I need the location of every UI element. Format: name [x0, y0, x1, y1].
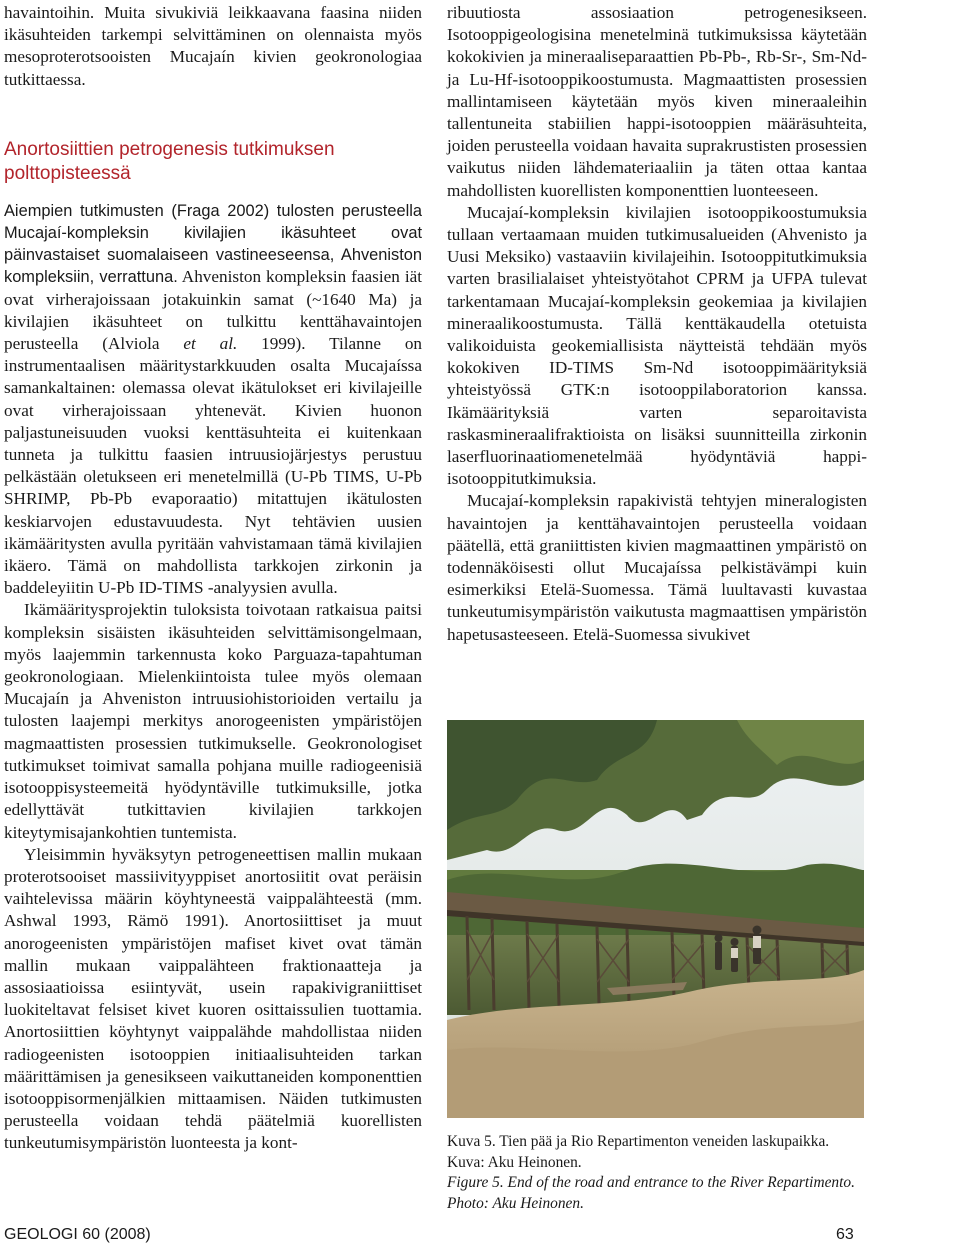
footer-journal: GEOLOGI 60 (2008): [4, 1226, 151, 1243]
intro-sans-text: Aiempien tutkimusten (Fraga 2002) tulosten perusteella Mucajaí-kompleksin kivilajien ikäsuhteet ovat päinvastaiset suomalaiseen vastineeseensa, Ahveniston kompleksiin, verrattuna.: [4, 201, 422, 287]
paragraph-rapakivi: Mucajaí-kompleksin rapakivistä tehtyjen mineralogisten havaintojen ja kenttähavaintojen perusteella voidaan päätellä, että graniittisten kivien magmaattinen ympäristö on todennäköisesti ollut Mucajaíssa pelkistävämpi kuin esimerkiksi Etelä-Suomessa. Tämä luultavasti kuvastaa tunkeutumisympäristön vaikutusta magmaattisen ympäristön hapetusasteeseen. Etelä-Suomessa sivukivet: [447, 491, 867, 644]
intro-text-b: 1999). Tilanne on instrumentaalisen määritystarkkuuden osalta Mucajaíssa samankaltainen: olemassa olevat ikätulokset eri kivilajeille ovat virherajoissaan yhtenevät. Kivien huonon paljastuneisuuden vuoksi kenttäsuhteita ei kuitenkaan tunneta ja tulkittu faasien intruusiojärjestys perustuu pelkästään oletukseen eri menetelmillä (U-Pb TIMS, U-Pb SHRIMP, Pb-Pb evaporaatio) mitattujen ikätulosten keskiarvojen edustavuudesta. Nyt tehtävien uusien ikämääritysten avulla pyritään vahvistamaan tämä kivilajien ikäero. Tämä on mahdollista tarkkojen zirkonin ja baddeleyiitin U-Pb ID-TIMS -analyysien avulla.: [4, 334, 423, 598]
et-al: et al.: [183, 334, 238, 354]
caption-finnish: Kuva 5. Tien pää ja Rio Repartimenton veneiden laskupaikka. Kuva: Aku Heinonen.: [447, 1133, 830, 1171]
paragraph-isotooppi: Mucajaí-kompleksin kivilajien isotooppikoostumuksia tullaan vertaamaan muiden tutkimusalueiden (Ahvenisto ja Uusi Meksiko) vastaaviin kivilajeihin. Isotooppitutkimuksia varten brasilialaiset yhteistyötahot CPRM ja UFPA tulevat tarkentamaan Mucajaí-kompleksin geokemiaa ja kivilajien mineraalikoostumusta. Tällä kenttäkaudella otetuista valikoiduista geokemiallisista näytteistä tehdään myös kokokiven ID-TIMS Sm-Nd isotooppimäärityksiä yhteistyössä GTK:n isotooppilaboratorion kanssa. Ikämäärityksiä varten separoitavista raskasmineraalifraktioista on lisäksi suunnitteilla zirkonin laserfluorinaatiomenetelmää hyödyntäviä happi-isotooppitutkimuksia.: [447, 202, 867, 489]
paragraph-continuation: havaintoihin. Muita sivukiviä leikkaavana faasina niiden ikäsuhteiden tarkempi selvittäminen on olennaista myös mesoproterotsooisten Mucajaín kivien geokronologiaa tutkittaessa.: [4, 3, 422, 89]
left-column: [4, 0, 422, 1155]
paragraph-petrogeneettinen: Yleisimmin hyväksytyn petrogeneettisen mallin mukaan proterotsooiset massiivityyppiset anortosiitit ovat peräisin vaihtelevissa määrin köyhtyneestä vaippalähteestä (mm. Ashwal 1993, Rämö 1991). Anortosiittiset ja muut anorogeenisten ympäristöjen mafiset kivet ovat tämän mallin mukaan vaippalähteen fraktionaatteja ja assosiaatioissa esiintyvät, usein rapakivigraniittiset luokiteltavat felsiset kivet kuoren osittaissulien tuottamia. Anortosiittien köyhtynyt vaippalähde mahdollistaa niiden radiogeenisten isotooppien initiaalisuhteiden tarkan määrittämisen ja genesikseen vaikuttaneiden komponenttien isotooppisormenjälkien mittaamisen. Näiden tutkimusten perusteella voidaan tehdä päätelmiä kuorellisten tunkeutumisympäristön luonteesta ja kont-: [4, 844, 422, 1153]
caption-english: [447, 1173, 867, 1214]
intro-text-a: Ahveniston kompleksin faasien iät ovat virherajoissaan jotakuinkin samat (~1640 Ma) ja kivilajien ikäsuhteet on tulkittu kenttähavaintojen perusteella (Alviola: [4, 267, 422, 354]
right-column: [447, 0, 867, 646]
paragraph-ikamaaritys: Ikämääritysprojektin tuloksista toivotaan ratkaisua paitsi kompleksin sisäisten ikäsuhteiden selvittämisongelmaan, myös laajemmin tarkennusta koko Parguaza-tapahtuman geokronologiaan. Mielenkiintoista tulee myös olemaan Mucajaín ja Ahveniston intruusiohistorioiden vertailu ja tulosten laajempi merkitys anorogeenisten ympäristöjen magmaattisten prosessien tutkimukselle. Geokronologiset tutkimukset toimivat samalla pohjana muille radiogeenisiä isotooppisysteemeitä hyödyntäville tutkimuksille, jotka edellyttävät tutkittavien kivilajien tarkkojen kiteytymisajankohtien tuntemista.: [4, 600, 422, 842]
figure-photo-bridge: [447, 720, 864, 1118]
figure-caption: [447, 1132, 867, 1214]
caption-english-text: Figure 5. End of the road and entrance to the River Repartimento. Photo: Aku Heinonen.: [447, 1174, 855, 1212]
bridge-photo-image: [447, 720, 864, 1118]
paragraph-intro: [4, 200, 422, 600]
paragraph-continuation-right: ribuutiosta assosiaation petrogenesikseen. Isotooppigeologisina menetelminä tutkimuksissa käytetään kokokivien ja mineraaliseparaattien Pb-Pb-, Rb-Sr-, Sm-Nd- ja Lu-Hf-isotooppikoostumusta. Magmaattisten prosessien mallintamiseen käytetään myös kiven mineraaleihin tallentuneita stabiilien happi-isotooppien määräsuhteita, joiden perusteella voidaan havaita suprakrustisten prosessien vaikutus niiden lähdemateriaaliin ja täten ottaa kantaa mahdollisten kuorellisten komponenttien luonteeseen.: [447, 3, 867, 200]
footer-page-number: 63: [836, 1226, 854, 1243]
section-heading: Anortosiittien petrogenesis tutkimuksen polttopisteessä: [4, 138, 335, 184]
